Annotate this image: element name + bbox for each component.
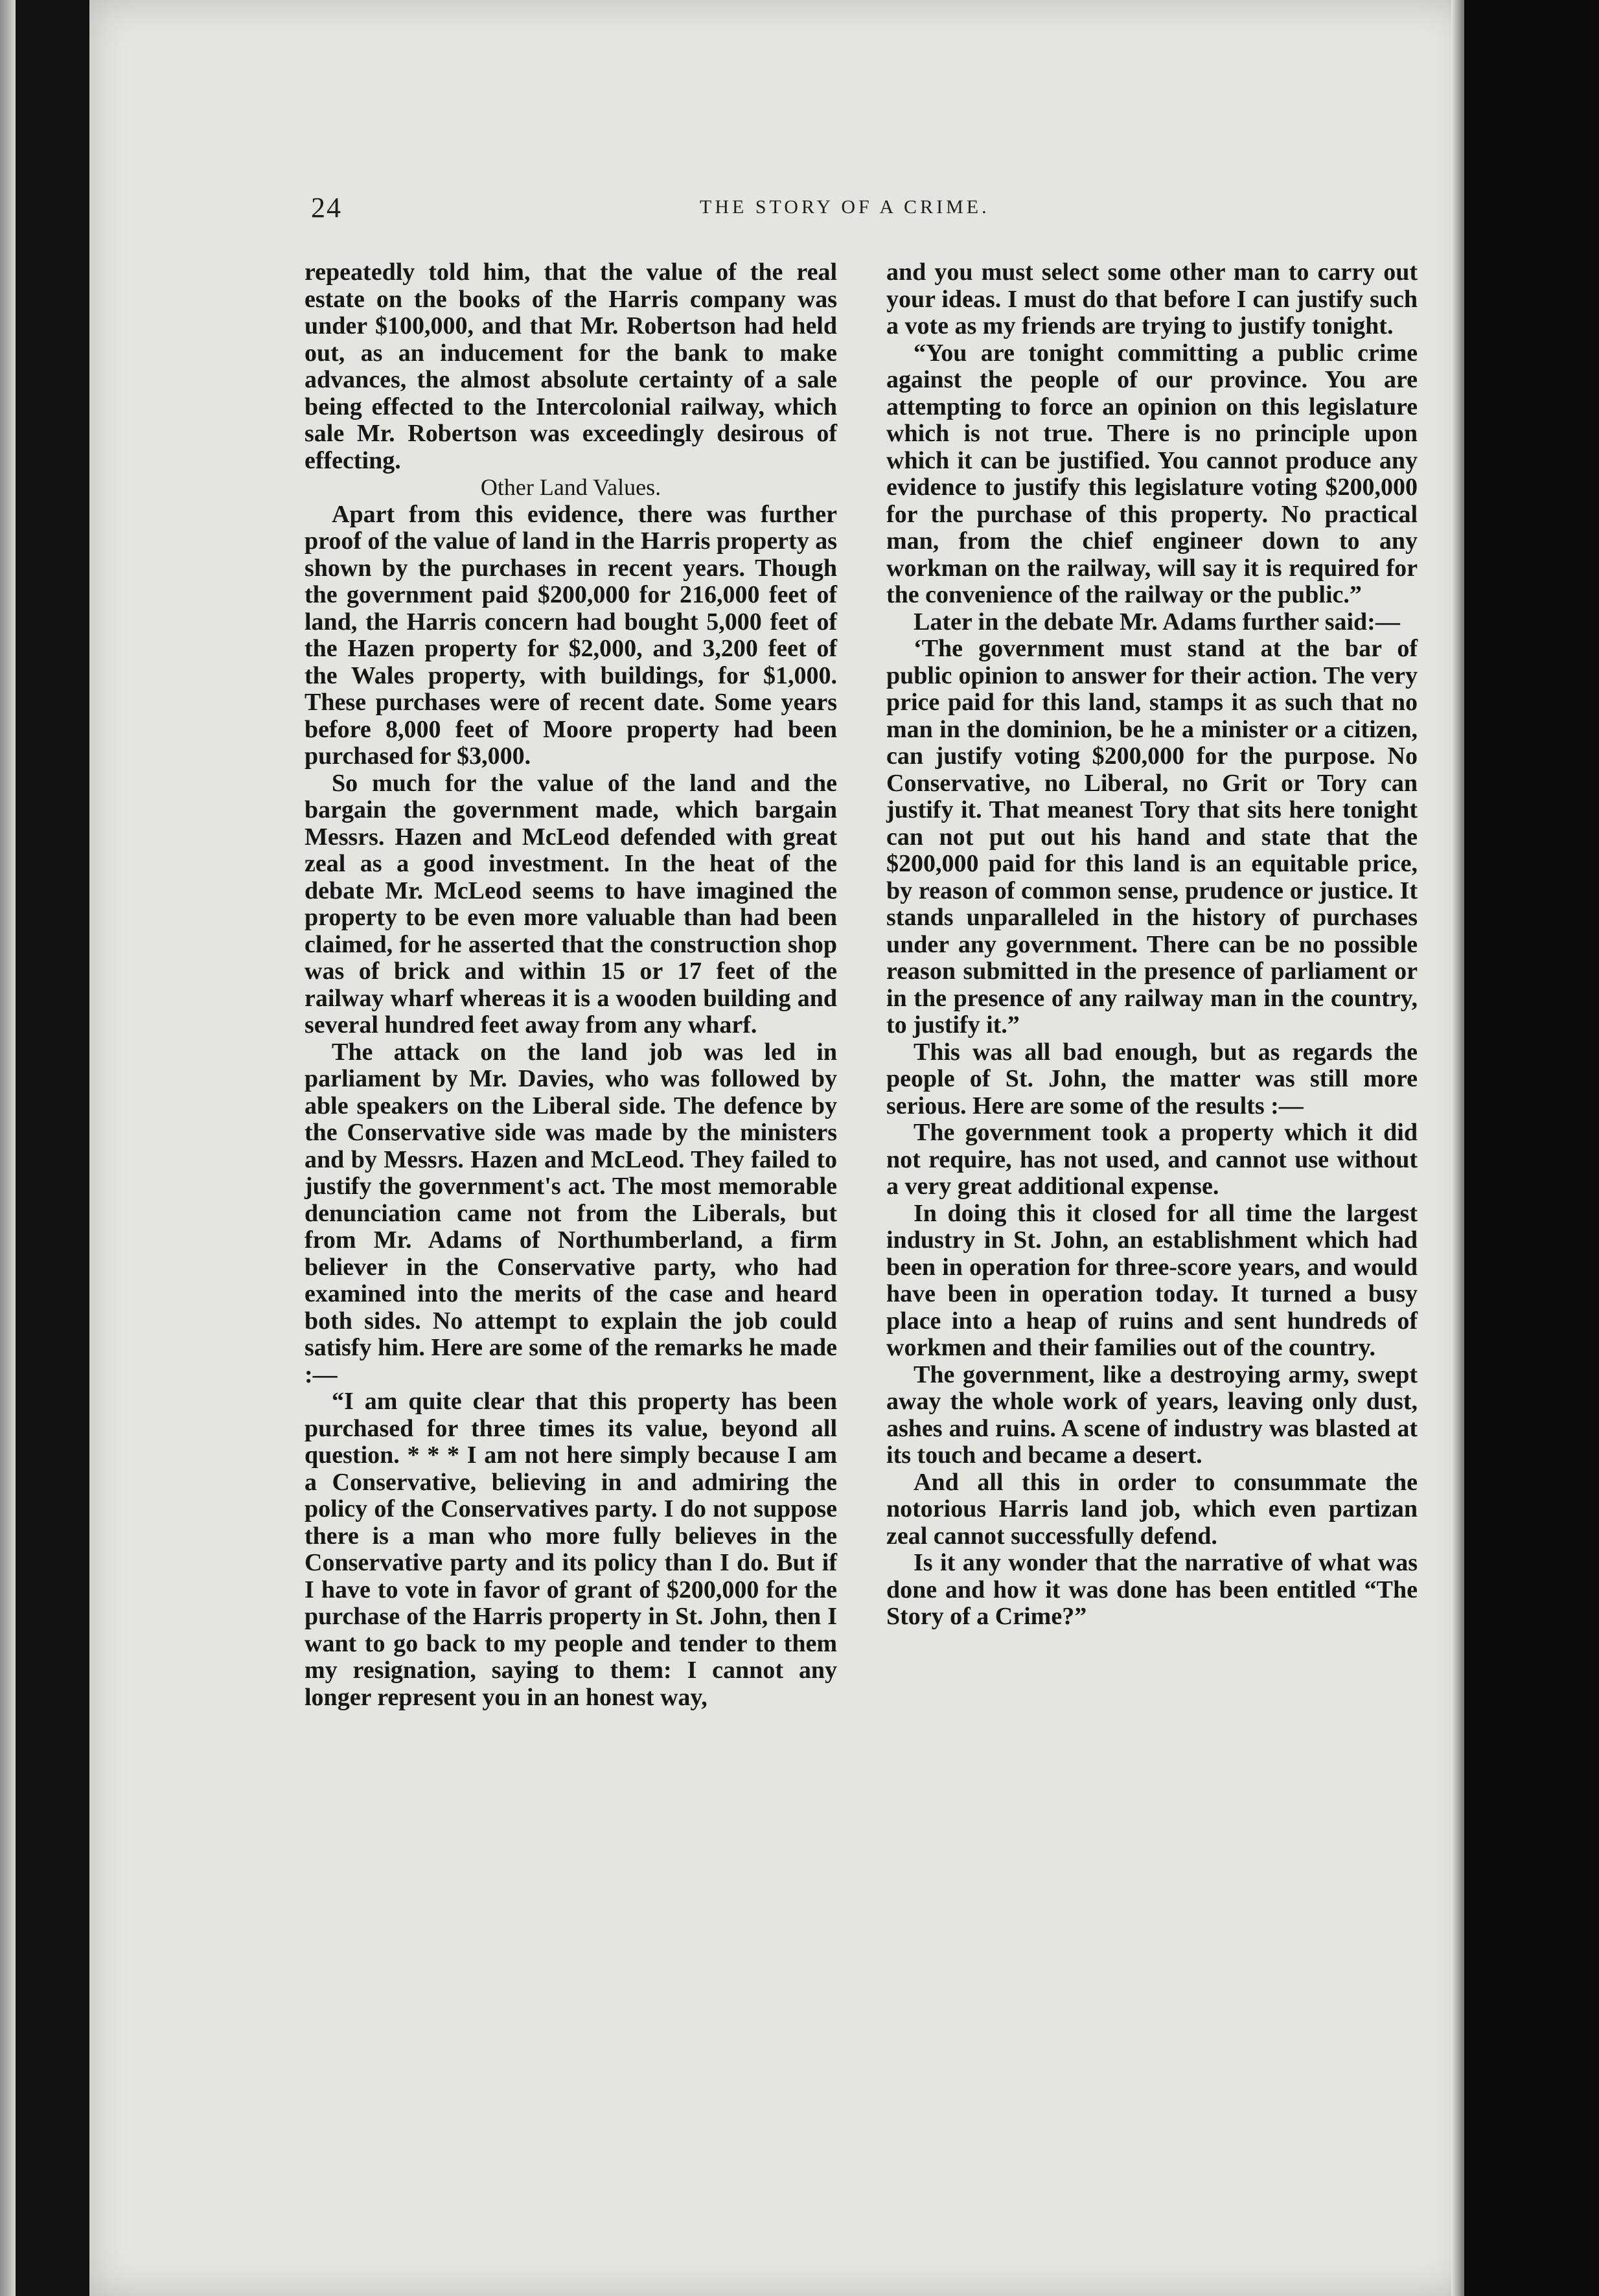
paragraph: Apart from this evidence, there was further proof of the value of land in the Harris property as shown by the purchases in recent years. Though the government paid $200,000 for 216,000 feet of land, the Harris concern had bought 5,000 feet of the Hazen property for $2,000, and 3,200 feet of the Wales property, with buildings, for $1,000. These purchases were of recent date. Some years before 8,000 feet of Moore property had been purchased for $3,000. — [305, 500, 837, 770]
paragraph: “You are tonight committing a public crime against the people of our province. You are attempting to force an opinion on this legislature which is not true. There is no principle upon which it can be justified. You cannot produce any evidence to justify this legislature voting $200,000 for the purchase of this property. No practical man, from the chief engineer down to any workman on the railway, will say it is required for the convenience of the railway or the public.” — [886, 339, 1418, 608]
right-column — [886, 259, 1418, 1631]
paragraph: The government took a property which it did not require, has not used, and cannot use without a very great additional expense. — [886, 1119, 1418, 1200]
left-column — [305, 259, 837, 1711]
paragraph: and you must select some other man to carry out your ideas. I must do that before I can justify such a vote as my friends are trying to justify tonight. — [886, 258, 1418, 339]
paragraph: “I am quite clear that this property has been purchased for three times its value, beyond all question. * * * I am not here simply because I am a Conservative, believing in and admiring the policy of the Conservatives party. I do not suppose there is a man who more fully believes in the Conservative party and its policy than I do. But if I have to vote in favor of grant of $200,000 for the purchase of the Harris property in St. John, then I want to go back to my people and tender to them my resignation, saying to them: I cannot any longer represent you in an honest way, — [305, 1388, 837, 1711]
book-spine — [1464, 0, 1599, 2296]
paragraph: ‘The government must stand at the bar of public opinion to answer for their action. The very price paid for this land, stamps it as such that no man in the dominion, be he a minister or a citizen, can justify voting $200,000 for the purpose. No Conservative, no Liberal, no Grit or Tory can justify it. That meanest Tory that sits here tonight can not put out his hand and state that the $200,000 paid for this land is an equitable price, by reason of common sense, prudence or justice. It stands unparalleled in the history of purchases under any government. There can be no possible reason submitted in the presence of parliament or in the presence of any railway man in the country, to justify it.” — [886, 635, 1418, 1039]
page-header — [311, 191, 1451, 224]
paragraph: And all this in order to consummate the notorious Harris land job, which even partizan zeal cannot successfully defend. — [886, 1468, 1418, 1550]
page-edge — [0, 0, 16, 2296]
section-heading: Other Land Values. — [480, 474, 661, 500]
running-title: THE STORY OF A CRIME. — [700, 196, 990, 218]
paragraph: So much for the value of the land and the bargain the government made, which bargain Messrs. Hazen and McLeod defended with great zeal as a good investment. In the heat of the debate Mr. McLeod seems to have imagined the property to be even more valuable than had been claimed, for he asserted that the construction shop was of brick and within 15 or 17 feet of the railway wharf whereas it is a wooden building and several hundred feet away from any wharf. — [305, 769, 837, 1039]
paragraph: Later in the debate Mr. Adams further said:— — [914, 608, 1400, 636]
paragraph: Is it any wonder that the narrative of what was done and how it was done has been entitled “The Story of a Crime?” — [886, 1549, 1418, 1630]
paragraph: In doing this it closed for all time the largest industry in St. John, an establishment which had been in operation for three-score years, and would have been in operation today. It turned a busy place into a heap of ruins and sent hundreds of workmen and their families out of the country. — [886, 1199, 1418, 1361]
paragraph: The attack on the land job was led in parliament by Mr. Davies, who was followed by able speakers on the Liberal side. The defence by the Conservative side was made by the ministers and by Messrs. Hazen and McLeod. They failed to justify the government's act. The most memorable denunciation came not from the Liberals, but from Mr. Adams of Northumberland, a firm believer in the Conservative party, who had examined into the merits of the case and heard both sides. No attempt to explain the job could satisfy him. Here are some of the remarks he made :— — [305, 1038, 837, 1388]
paragraph: The government, like a destroying army, swept away the whole work of years, leaving only dust, ashes and ruins. A scene of industry was blasted at its touch and became a desert. — [886, 1360, 1418, 1469]
page-number: 24 — [311, 192, 342, 224]
paragraph: repeatedly told him, that the value of the real estate on the books of the Harris company was under $100,000, and that Mr. Robertson had held out, as an inducement for the bank to make advances, the almost absolute certainty of a sale being effected to the Intercolonial railway, which sale Mr. Robertson was exceedingly desirous of effecting. — [305, 258, 837, 474]
paragraph: This was all bad enough, but as regards the people of St. John, the matter was still more serious. Here are some of the results :— — [886, 1038, 1418, 1119]
